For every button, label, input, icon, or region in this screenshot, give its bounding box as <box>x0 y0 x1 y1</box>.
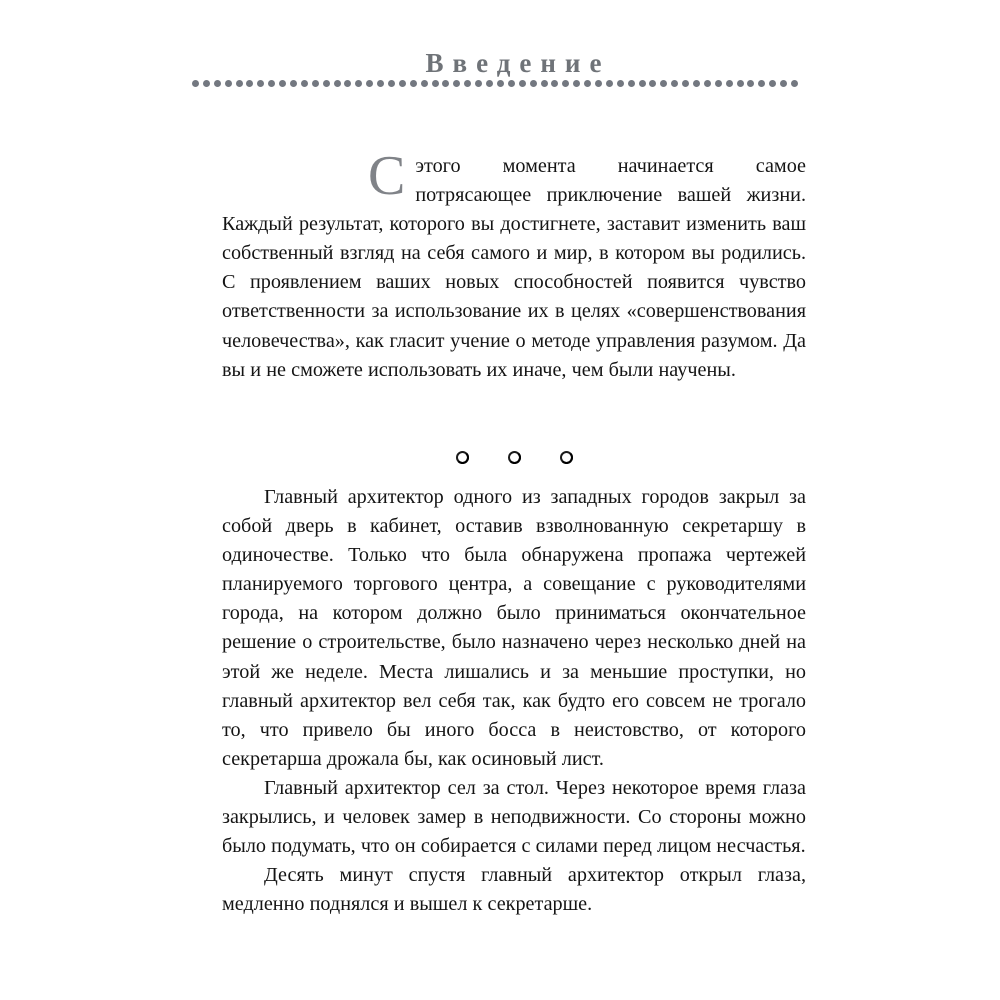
ring-icon <box>560 451 573 464</box>
rule-dot <box>617 80 624 87</box>
rule-dot <box>192 80 199 87</box>
rule-dot <box>628 80 635 87</box>
rule-dot <box>268 80 275 87</box>
rule-dot <box>257 80 264 87</box>
rule-dot <box>693 80 700 87</box>
rule-dot <box>399 80 406 87</box>
rule-dot <box>442 80 449 87</box>
rule-dot <box>649 80 656 87</box>
rule-dot <box>671 80 678 87</box>
rule-dot <box>726 80 733 87</box>
rule-dot <box>747 80 754 87</box>
ring-icon <box>456 451 469 464</box>
rule-dot <box>791 80 798 87</box>
rule-dot <box>377 80 384 87</box>
paragraph-1 <box>222 145 806 385</box>
rule-dot <box>432 80 439 87</box>
drop-cap: С <box>368 145 406 207</box>
rule-dot <box>334 80 341 87</box>
dotted-rule-divider <box>192 78 798 88</box>
rule-dot <box>780 80 787 87</box>
rule-dot <box>214 80 221 87</box>
rule-dot <box>344 80 351 87</box>
rule-dot <box>475 80 482 87</box>
rule-dot <box>453 80 460 87</box>
rule-dot <box>366 80 373 87</box>
rule-dot <box>464 80 471 87</box>
rule-dot <box>290 80 297 87</box>
rule-dot <box>323 80 330 87</box>
rule-dot <box>584 80 591 87</box>
paragraph-3: Главный архитектор сел за стол. Через некоторое время глаза закрылись, и человек замер в неподвижности. Со стороны можно было подумать, что он собирается с силами перед лицом несчастья. <box>222 776 806 858</box>
rule-dot <box>312 80 319 87</box>
intro-text-block <box>222 145 806 385</box>
rule-dot <box>551 80 558 87</box>
rule-dot <box>595 80 602 87</box>
paragraph-1-text: этого момента начинается самое потрясающее приключение вашей жизни. Каждый результат, которого вы достигнете, заставит изменить ваш собственный взгляд на себя самого и мир, в котором вы родились. С проявлением ваших новых способностей появится чувство ответственности за использование их в целях «совершенствования человечества», как гласит учение о методе управления разумом. Да вы и не сможете использовать их иначе, чем были научены. <box>222 155 806 381</box>
rule-dot <box>486 80 493 87</box>
rule-dot <box>236 80 243 87</box>
rule-dot <box>519 80 526 87</box>
rule-dot <box>541 80 548 87</box>
rule-dot <box>769 80 776 87</box>
rule-dot <box>562 80 569 87</box>
rule-dot <box>639 80 646 87</box>
rule-dot <box>682 80 689 87</box>
rule-dot <box>737 80 744 87</box>
rule-dot <box>715 80 722 87</box>
rule-dot <box>606 80 613 87</box>
rule-dot <box>421 80 428 87</box>
rule-dot <box>225 80 232 87</box>
rule-dot <box>530 80 537 87</box>
rule-dot <box>301 80 308 87</box>
rule-dot <box>497 80 504 87</box>
page-title: Введение <box>425 48 611 79</box>
section-ornament <box>222 447 806 467</box>
rule-dot <box>279 80 286 87</box>
rule-dot <box>246 80 253 87</box>
rule-dot <box>704 80 711 87</box>
paragraph-2: Главный архитектор одного из западных городов закрыл за собой дверь в кабинет, оставив взволнованную секретаршу в одиночестве. Только что была обнаружена пропажа чертежей планируемого торгового центра, а совещание с руководителями города, на котором должно было приниматься окончательное решение о строительстве, было назначено через несколько дней на этой же неделе. Места лишались и за меньшие проступки, но главный архитектор вел себя так, как будто его совсем не трогало то, что привело бы иного босса в неистовство, от которого секретарша дрожала бы, как осиновый лист. <box>222 486 806 770</box>
rule-dot <box>660 80 667 87</box>
rule-dot <box>388 80 395 87</box>
rule-dot <box>203 80 210 87</box>
rule-dot <box>355 80 362 87</box>
paragraph-4: Десять минут спустя главный архитектор открыл глаза, медленно поднялся и вышел к секретарше. <box>222 864 806 916</box>
ring-icon <box>508 451 521 464</box>
rule-dot <box>573 80 580 87</box>
rule-dot <box>758 80 765 87</box>
rule-dot <box>410 80 417 87</box>
story-text-block <box>222 483 806 919</box>
rule-dot <box>508 80 515 87</box>
